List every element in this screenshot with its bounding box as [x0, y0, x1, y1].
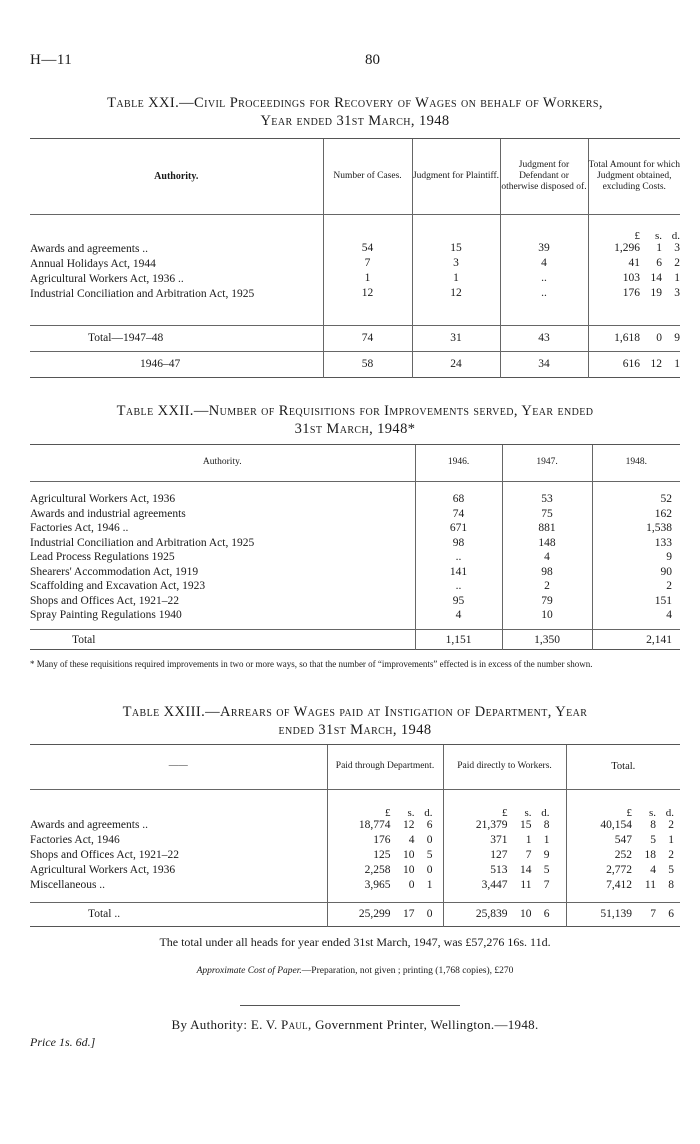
plaintiff-cell: 3: [412, 257, 500, 272]
table23-row: [30, 864, 680, 879]
shillings-value: 19: [650, 287, 662, 299]
amount-cell: [443, 879, 566, 894]
pounds-value: 547: [614, 834, 632, 846]
amount-cell: [566, 849, 680, 864]
table21-col-cases: Number of Cases.: [323, 139, 412, 214]
table21-caption: [30, 94, 680, 130]
pence-value: 5: [668, 864, 674, 876]
pence-value: 1: [668, 834, 674, 846]
pence-value: 1: [426, 879, 433, 891]
authority-cell: Lead Process Regulations 1925: [30, 551, 175, 563]
plaintiff-cell: 15: [412, 242, 500, 257]
amount-cell: [443, 864, 566, 879]
pounds-value: 1,296: [614, 242, 640, 254]
table23-row: [30, 819, 680, 834]
pounds-value: 616: [622, 358, 640, 370]
value-y1946: 141: [415, 566, 502, 581]
total-label: 1946–47: [140, 358, 181, 370]
pounds-value: 40,154: [600, 819, 632, 831]
page-number: 80: [365, 52, 380, 68]
amount-cell: [327, 902, 443, 926]
amount-cell: [443, 902, 566, 926]
table21-spacer: [30, 317, 680, 325]
shillings-value: 12: [650, 358, 662, 370]
table22-col-authority: Authority.: [202, 457, 242, 468]
table22-caption: [30, 402, 680, 438]
amount-cell: [327, 864, 443, 879]
authority-cell: Miscellaneous ..: [30, 879, 106, 891]
value-y1947: 75: [502, 508, 592, 523]
shilling-unit: s.: [648, 807, 656, 819]
pence-value: 3: [674, 287, 680, 299]
amount-cell: [327, 849, 443, 864]
amount-cell: [588, 257, 680, 272]
table22-col-1948: 1948.: [592, 445, 680, 481]
document-reference: H—11: [30, 52, 73, 68]
pounds-value: 176: [622, 287, 640, 299]
value-y1946: ..: [415, 551, 502, 566]
shillings-value: 17: [403, 908, 415, 920]
pence-value: 1: [674, 272, 680, 284]
pounds-value: 127: [490, 849, 508, 861]
value-y1947: 53: [502, 493, 592, 508]
value-y1946: 4: [415, 609, 502, 624]
table23-header-row: [30, 745, 680, 789]
amount-cell: [588, 287, 680, 317]
shillings-value: 6: [656, 257, 662, 269]
table22-row: [30, 580, 680, 595]
authority-cell: Spray Painting Regulations 1940: [30, 609, 182, 621]
pence-value: 1: [674, 358, 680, 370]
pounds-value: 3,965: [364, 879, 391, 891]
cases-total: 74: [323, 325, 412, 351]
amount-cell: [588, 272, 680, 287]
pounds-value: 513: [490, 864, 508, 876]
table21-total-row: [30, 351, 680, 377]
pound-unit: £: [385, 807, 391, 819]
plaintiff-cell: 1: [412, 272, 500, 287]
amount-cell: [566, 819, 680, 834]
table23-caption-title: —Arrears of Wages paid at Instigation of Department, Year: [205, 704, 588, 720]
amount-cell: [566, 864, 680, 879]
table23-caption-prefix: Table XXIII.: [122, 704, 206, 720]
shillings-value: 18: [644, 849, 656, 861]
shillings-value: 14: [650, 272, 662, 284]
defendant-total: 34: [500, 351, 588, 377]
pounds-value: 2,258: [364, 864, 391, 876]
table22-col-1946: 1946.: [415, 445, 502, 481]
value-y1948: 9: [592, 551, 680, 566]
authority-cell: Annual Holidays Act, 1944: [30, 258, 156, 270]
table23-row: [30, 879, 680, 894]
price: Price 1s. 6d.]: [30, 1035, 96, 1049]
page-header: [30, 52, 680, 72]
shillings-value: 4: [650, 864, 656, 876]
shillings-value: 1: [656, 242, 662, 254]
cases-cell: 54: [323, 242, 412, 257]
pence-unit: d.: [671, 230, 680, 242]
table22-header-row: [30, 445, 680, 481]
table22-row: [30, 609, 680, 624]
authority-cell: Scaffolding and Excavation Act, 1923: [30, 580, 206, 592]
pound-unit: £: [634, 230, 640, 242]
shillings-value: 0: [408, 879, 415, 891]
authority-cell: Awards and agreements ..: [30, 819, 149, 831]
shillings-value: 7: [650, 908, 656, 920]
plaintiff-total: 24: [412, 351, 500, 377]
cases-cell: 7: [323, 257, 412, 272]
pence-unit: d.: [665, 807, 674, 819]
table21-caption-prefix: Table XXI.: [107, 95, 180, 111]
pounds-value: 103: [622, 272, 640, 284]
authority-cell: Agricultural Workers Act, 1936: [30, 493, 176, 505]
table22-row: [30, 566, 680, 581]
authority-cell: Awards and agreements ..: [30, 243, 149, 255]
defendant-cell: ..: [500, 272, 588, 287]
shillings-value: 5: [650, 834, 656, 846]
table22-footnote: * Many of these requisitions required improvements in two or more ways, so that the number of “improvements” effected is in excess of the number shown.: [30, 659, 593, 669]
pence-value: 8: [668, 879, 674, 891]
table22-total-row: [30, 630, 680, 650]
table23-row: [30, 834, 680, 849]
table23-units-row: [30, 789, 680, 819]
shillings-value: 14: [520, 864, 532, 876]
table21-caption-title: —Civil Proceedings for Recovery of Wages on behalf of Workers,: [179, 95, 603, 111]
table21-col-total-amount: Total Amount for which Judgment obtained, excluding Costs.: [588, 139, 680, 214]
value-y1947: 881: [502, 522, 592, 537]
pence-value: 8: [543, 819, 550, 831]
imprint-rule: [240, 1005, 460, 1006]
total-label: Total ..: [88, 908, 121, 920]
total-y1948: 2,141: [592, 630, 680, 650]
amount-cell: [588, 242, 680, 257]
table23-row: [30, 849, 680, 864]
table22-caption-prefix: Table XXII.: [116, 403, 194, 419]
shillings-value: 1: [525, 834, 532, 846]
table23-note: The total under all heads for year ended 31st March, 1947, was £57,276 16s. 11d.: [159, 935, 551, 949]
shillings-value: 4: [408, 834, 415, 846]
pence-value: 3: [674, 242, 680, 254]
defendant-cell: 4: [500, 257, 588, 272]
shillings-value: 10: [520, 908, 532, 920]
amount-cell: [327, 819, 443, 834]
table21-header-row: [30, 139, 680, 214]
pounds-value: 125: [373, 849, 391, 861]
pence-value: 1: [543, 834, 550, 846]
pounds-value: 3,447: [481, 879, 508, 891]
table21-row: [30, 242, 680, 257]
table23-col-workers: Paid directly to Workers.: [443, 745, 566, 789]
table22-caption-title: —Number of Requisitions for Improvements served, Year ended: [193, 403, 594, 419]
table23-col-dept: Paid through Department.: [327, 745, 443, 789]
pounds-value: 18,774: [358, 819, 391, 831]
amount-cell: [327, 879, 443, 894]
amount-cell: [443, 834, 566, 849]
pounds-value: 25,299: [358, 908, 391, 920]
plaintiff-total: 31: [412, 325, 500, 351]
table21-row: [30, 257, 680, 272]
authority-cell: Shops and Offices Act, 1921–22: [30, 849, 179, 861]
shillings-value: 15: [520, 819, 532, 831]
shilling-unit: s.: [524, 807, 532, 819]
total-label: Total: [72, 633, 96, 646]
pence-value: 6: [668, 908, 674, 920]
total-label: Total—1947–48: [88, 332, 164, 344]
shillings-value: 12: [403, 819, 415, 831]
pence-value: 2: [668, 819, 674, 831]
value-y1947: 4: [502, 551, 592, 566]
table23-col-blank: ——: [168, 761, 188, 772]
table22-row: [30, 551, 680, 566]
authority-cell: Industrial Conciliation and Arbitration Act, 1925: [30, 288, 255, 300]
shilling-unit: s.: [407, 807, 415, 819]
table22-caption-line2: 31st March, 1948*: [294, 421, 416, 437]
table21-col-defendant: Judgment for Defendant or otherwise disposed of.: [500, 139, 588, 214]
table23-total-row: [30, 902, 680, 926]
value-y1947: 98: [502, 566, 592, 581]
pence-value: 2: [674, 257, 680, 269]
pence-value: 9: [674, 332, 680, 344]
table23-caption-line2: ended 31st March, 1948: [278, 722, 432, 738]
pound-unit: £: [502, 807, 508, 819]
total-y1947: 1,350: [502, 630, 592, 650]
total-y1946: 1,151: [415, 630, 502, 650]
pence-value: 7: [543, 879, 550, 891]
table22-col-1947: 1947.: [502, 445, 592, 481]
authority-cell: Agricultural Workers Act, 1936 ..: [30, 273, 184, 285]
shillings-value: 10: [403, 864, 415, 876]
shillings-value: 11: [644, 879, 656, 891]
table23: [30, 745, 680, 927]
amount-cell: [566, 834, 680, 849]
pounds-value: 2,772: [606, 864, 632, 876]
pence-value: 5: [426, 849, 433, 861]
amount-cell: [566, 879, 680, 894]
table21: [30, 139, 680, 378]
value-y1946: ..: [415, 580, 502, 595]
cost-of-paper: [30, 966, 680, 976]
value-y1948: 2: [592, 580, 680, 595]
pence-unit: d.: [541, 807, 550, 819]
pounds-value: 1,618: [614, 332, 640, 344]
cost-label: Approximate Cost of Paper.: [196, 966, 302, 976]
cases-cell: 1: [323, 272, 412, 287]
value-y1948: 52: [592, 493, 680, 508]
table22-row: [30, 595, 680, 610]
table21-col-plaintiff: Judgment for Plaintiff.: [412, 139, 500, 214]
value-y1946: 68: [415, 493, 502, 508]
pounds-value: 21,379: [475, 819, 508, 831]
cases-total: 58: [323, 351, 412, 377]
pence-value: 5: [543, 864, 550, 876]
table22-row: [30, 493, 680, 508]
value-y1946: 95: [415, 595, 502, 610]
value-y1948: 133: [592, 537, 680, 552]
amount-cell: [566, 902, 680, 926]
value-y1948: 162: [592, 508, 680, 523]
authority-cell: Factories Act, 1946 ..: [30, 522, 129, 534]
value-y1948: 1,538: [592, 522, 680, 537]
table22-row: [30, 522, 680, 537]
shilling-unit: s.: [654, 230, 662, 242]
table21-total-row: [30, 325, 680, 351]
shillings-value: 0: [656, 332, 662, 344]
pounds-value: 25,839: [475, 908, 508, 920]
table21-col-authority: Authority.: [154, 170, 199, 182]
authority-cell: Awards and industrial agreements: [30, 507, 186, 520]
pence-unit: d.: [424, 807, 433, 819]
amount-cell: [588, 351, 680, 377]
value-y1947: 10: [502, 609, 592, 624]
value-y1948: 90: [592, 566, 680, 581]
table21-row: [30, 287, 680, 317]
defendant-cell: ..: [500, 287, 588, 317]
shillings-value: 10: [403, 849, 415, 861]
shillings-value: 7: [525, 849, 532, 861]
value-y1948: 4: [592, 609, 680, 624]
shillings-value: 11: [520, 879, 532, 891]
pounds-value: 176: [373, 834, 391, 846]
amount-cell: [327, 834, 443, 849]
pounds-value: 51,139: [600, 908, 632, 920]
authority-cell: Shops and Offices Act, 1921–22: [30, 594, 179, 607]
pence-value: 0: [426, 834, 433, 846]
value-y1948: 151: [592, 595, 680, 610]
value-y1946: 74: [415, 508, 502, 523]
pounds-value: 7,412: [606, 879, 632, 891]
pounds-value: 371: [490, 834, 508, 846]
value-y1946: 98: [415, 537, 502, 552]
table21-row: [30, 272, 680, 287]
amount-cell: [588, 325, 680, 351]
shillings-value: 8: [650, 819, 656, 831]
table21-caption-line2: Year ended 31st March, 1948: [260, 113, 450, 129]
table22-row: [30, 537, 680, 552]
pence-value: 2: [668, 849, 674, 861]
pounds-value: 252: [614, 849, 632, 861]
pence-value: 0: [426, 864, 433, 876]
authority-cell: Industrial Conciliation and Arbitration Act, 1925: [30, 536, 255, 549]
pound-unit: £: [626, 807, 632, 819]
pounds-value: 41: [628, 257, 640, 269]
imprint-prefix: By Authority:: [171, 1017, 248, 1032]
table22-row: [30, 508, 680, 523]
value-y1947: 148: [502, 537, 592, 552]
pence-value: 0: [426, 908, 433, 920]
defendant-total: 43: [500, 325, 588, 351]
authority-cell: Shearers' Accommodation Act, 1919: [30, 565, 199, 578]
imprint-rest: Government Printer, Wellington.—1948.: [315, 1017, 539, 1032]
table23-col-total: Total.: [566, 745, 680, 789]
pence-value: 6: [543, 908, 550, 920]
pence-value: 9: [543, 849, 550, 861]
table23-caption: [30, 703, 680, 739]
defendant-cell: 39: [500, 242, 588, 257]
table22: [30, 445, 680, 650]
authority-cell: Agricultural Workers Act, 1936: [30, 864, 176, 876]
amount-cell: [443, 819, 566, 834]
value-y1947: 2: [502, 580, 592, 595]
table21-units-row: [30, 214, 680, 242]
value-y1947: 79: [502, 595, 592, 610]
pence-value: 6: [426, 819, 433, 831]
authority-cell: Factories Act, 1946: [30, 834, 120, 846]
value-y1946: 671: [415, 522, 502, 537]
cost-text: —Preparation, not given ; printing (1,768 copies), £270: [301, 966, 514, 976]
cases-cell: 12: [323, 287, 412, 317]
plaintiff-cell: 12: [412, 287, 500, 317]
imprint: [30, 1017, 680, 1033]
amount-cell: [443, 849, 566, 864]
imprint-printer: E. V. Paul,: [250, 1017, 312, 1032]
